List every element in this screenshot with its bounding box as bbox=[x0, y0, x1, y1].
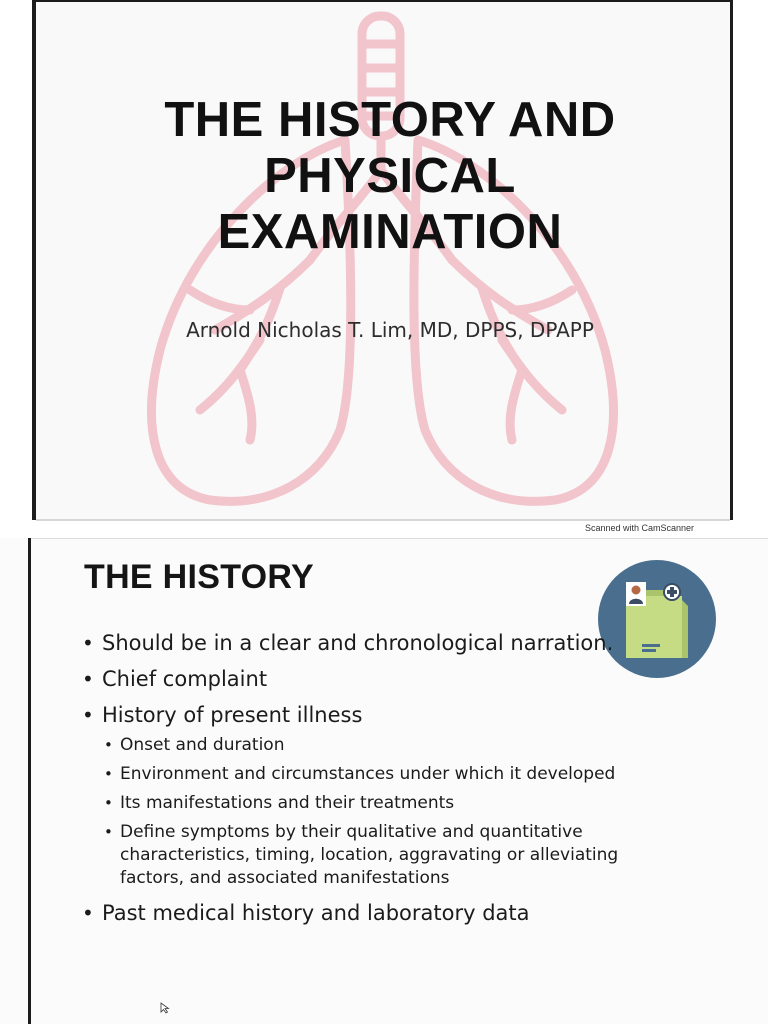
list-item-text: Should be in a clear and chronological narration. bbox=[102, 631, 614, 655]
title-line: PHYSICAL bbox=[264, 149, 516, 203]
list-item bbox=[80, 900, 680, 926]
list-item-text: History of present illness bbox=[102, 703, 363, 727]
mouse-pointer-icon bbox=[160, 1002, 170, 1014]
list-item bbox=[80, 666, 680, 692]
sub-list-item: • Environment and circumstances under which it developed bbox=[102, 763, 680, 786]
sub-list-item: • Its manifestations and their treatments bbox=[102, 792, 680, 815]
slide-border bbox=[32, 0, 36, 520]
slide-heading: THE HISTORY bbox=[84, 558, 314, 596]
slide-border bbox=[730, 0, 733, 520]
sub-bullet-list bbox=[102, 734, 680, 890]
slide-border bbox=[32, 0, 732, 2]
presentation-title bbox=[60, 92, 720, 260]
sub-list-item: • Onset and duration bbox=[102, 734, 680, 757]
author-name: Arnold Nicholas T. Lim, MD, DPPS, DPAPP bbox=[186, 318, 594, 342]
slide-border bbox=[28, 538, 31, 1024]
list-item-text: Chief complaint bbox=[102, 667, 268, 691]
title-line: EXAMINATION bbox=[217, 205, 563, 259]
list-item bbox=[80, 630, 680, 656]
list-item-text: Past medical history and laboratory data bbox=[102, 901, 530, 925]
slide-border bbox=[28, 538, 768, 539]
list-item bbox=[80, 702, 680, 890]
title-line: THE HISTORY AND bbox=[164, 93, 616, 147]
lungs-icon bbox=[130, 10, 650, 520]
content-slide bbox=[0, 538, 768, 1024]
history-bullet-list bbox=[80, 630, 680, 936]
scanner-watermark: Scanned with CamScanner bbox=[584, 523, 694, 533]
sub-list-item: • Define symptoms by their qualitative and quantitative characteristics, timing, location, aggravating or alleviating factors, and associated manifestations bbox=[102, 821, 680, 890]
